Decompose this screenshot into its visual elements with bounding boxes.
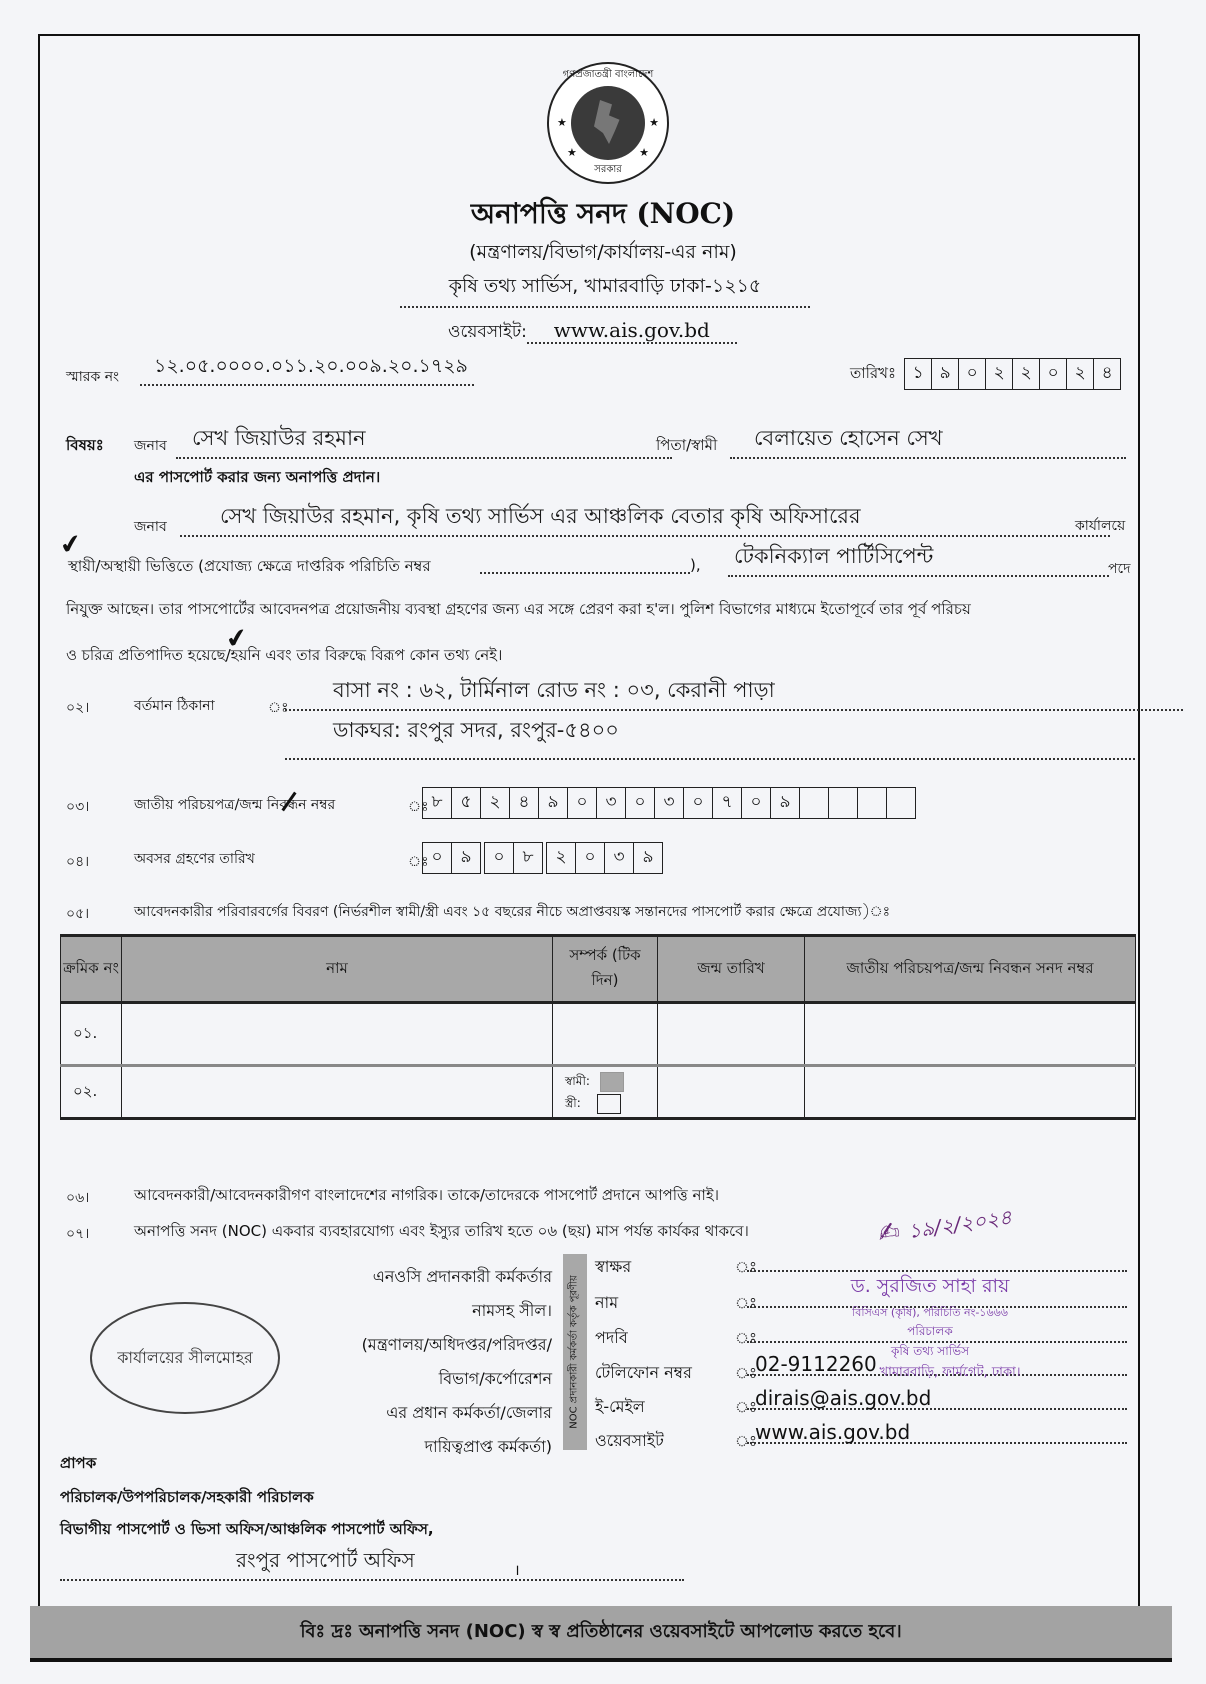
employee-description: সেখ জিয়াউর রহমান, কৃষি তথ্য সার্ভিস এর আঞ্চলিক বেতার কৃষি অফিসারের <box>180 500 1110 537</box>
retirement-digit-box[interactable]: ৯ <box>451 842 481 874</box>
row-dob[interactable] <box>658 1003 805 1066</box>
nid-digit-box[interactable]: ৯ <box>770 787 800 819</box>
checkmark-icon: ✔ <box>223 622 251 656</box>
address-label: বর্তমান ঠিকানা <box>134 698 215 714</box>
retirement-colon: ঃ <box>408 854 429 870</box>
government-emblem-icon <box>547 62 669 184</box>
row-serial: ০১. <box>61 1003 122 1066</box>
nid-digit-box[interactable]: ৭ <box>712 787 742 819</box>
signature-field[interactable] <box>747 1248 1127 1272</box>
document-subtitle: (মন্ত্রণালয়/বিভাগ/কার্যালয়-এর নাম) <box>469 241 737 263</box>
body-paragraph-line2: ও চরিত্র প্রতিপাদিত হয়েছে/হয়নি এবং তার বিরুদ্ধে বিরূপ কোন তথ্য নেই। <box>66 646 503 664</box>
nid-digit-box[interactable] <box>799 787 829 819</box>
seal-label: কার্যালয়ের সীলমোহর <box>117 1347 253 1367</box>
website-row <box>448 318 737 347</box>
header-relation: সম্পর্ক (টিক দিন) <box>553 936 658 1003</box>
nid-colon: ঃ <box>408 799 429 815</box>
emblem-top-text: গণপ্রজাতন্ত্রী বাংলাদেশ <box>562 69 654 80</box>
office-name: কৃষি তথ্য সার্ভিস, খামারবাড়ি ঢাকা-১২১৫ <box>400 272 810 308</box>
wife-checkbox[interactable] <box>597 1094 621 1114</box>
row-relation <box>553 1066 658 1119</box>
officer-line: বিভাগ/কর্পোরেশন <box>438 1369 552 1388</box>
designation: টেকনিক্যাল পার্টিসিপেন্ট <box>728 540 1109 577</box>
date-digit-box[interactable]: ২ <box>985 358 1013 390</box>
nid-digit-box[interactable]: ০ <box>567 787 597 819</box>
officer-line: (মন্ত্রণালয়/অধিদপ্তর/পরিদপ্তর/ <box>361 1335 552 1354</box>
field-label: নাম <box>595 1293 619 1312</box>
stamp-line: কৃষি তথ্য সার্ভিস <box>890 1344 970 1358</box>
officer-line: এনওসি প্রদানকারী কর্মকর্তার <box>372 1267 552 1286</box>
officer-line: নামসহ সীল। <box>472 1301 552 1320</box>
item-number: ০৬। <box>66 1190 90 1206</box>
checkmark-icon: ✔ <box>57 528 85 562</box>
date-digit-box[interactable]: ২ <box>1012 358 1040 390</box>
date-digit-box[interactable]: ১ <box>904 358 932 390</box>
applicant-name: সেখ জিয়াউর রহমান <box>176 422 672 459</box>
signature-date: ১৯/২/২০২৪ <box>906 1204 1014 1244</box>
star-icon: ★ <box>557 116 567 129</box>
field-label: পদবি <box>595 1328 628 1347</box>
header-serial: ক্রমিক নং <box>61 936 122 1003</box>
recipient-label: প্রাপক <box>60 1454 97 1472</box>
subject-line2: এর পাসপোর্ট করার জন্য অনাপত্তি প্রদান। <box>134 468 381 486</box>
retirement-boxes <box>423 842 663 874</box>
family-table <box>60 934 1136 1120</box>
basis-text: স্থায়ী/অস্থায়ী ভিত্তিতে (প্রযোজ্য ক্ষেত্রে দাপ্তরিক পরিচিতি নম্বর <box>68 557 431 575</box>
row-serial: ০২. <box>61 1066 122 1119</box>
recipient-end: । <box>514 1561 520 1579</box>
stamp-line: বিসিএস (কৃষি), পরিচিতি নং-১৬৬৬ <box>852 1306 1008 1319</box>
nid-digit-box[interactable]: ৯ <box>538 787 568 819</box>
date-digit-box[interactable]: ০ <box>1039 358 1067 390</box>
row-relation[interactable] <box>553 1003 658 1066</box>
field-colon: ঃ <box>735 1398 758 1416</box>
field-label: স্বাক্ষর <box>595 1257 632 1276</box>
star-icon: ★ <box>649 116 659 129</box>
item-number: ০২। <box>66 700 90 716</box>
body-paragraph-line1: নিযুক্ত আছেন। তার পাসপোর্টের আবেদনপত্র প্রয়োজনীয় ব্যবস্থা গ্রহণের জন্য এর সঙ্গে প্রেরণ করা হ'ল। পুলিশ বিভাগের মাধ্যমে ইতোপূর্বে তার পূর্ব পরিচয় <box>66 600 971 618</box>
nid-digit-box[interactable]: ২ <box>480 787 510 819</box>
declaration-06: আবেদনকারী/আবেদনকারীগণ বাংলাদেশের নাগরিক। তাকে/তাদেরকে পাসপোর্ট প্রদানে আপত্তি নাই। <box>134 1186 720 1204</box>
item-number: ০৭। <box>66 1226 90 1242</box>
address-colon: ঃ <box>268 700 289 716</box>
table-row <box>61 1003 1136 1066</box>
date-digit-box[interactable]: ০ <box>958 358 986 390</box>
item-number: ০৫। <box>66 906 90 922</box>
field-label: ওয়েবসাইট <box>595 1431 664 1450</box>
declaration-07: অনাপত্তি সনদ (NOC) একবার ব্যবহারযোগ্য এবং ইস্যুর তারিখ হতে ০৬ (ছয়) মাস পর্যন্ত কার্যকর থাকবে। <box>134 1222 749 1240</box>
bangladesh-map-icon <box>591 100 621 144</box>
document-title: অনাপত্তি সনদ (NOC) <box>470 197 736 230</box>
nid-digit-box[interactable] <box>886 787 916 819</box>
office-seal-placeholder <box>90 1302 280 1414</box>
header-dob: জন্ম তারিখ <box>658 936 805 1003</box>
date-field <box>850 358 1121 390</box>
item-number: ০৩। <box>66 799 90 815</box>
basis-close: ), <box>690 556 701 574</box>
address-line2: ডাকঘর: রংপুর সদর, রংপুর-৫৪০০ <box>333 718 619 742</box>
recipient-office: রংপুর পাসপোর্ট অফিস <box>60 1546 684 1581</box>
nid-digit-box[interactable]: ০ <box>683 787 713 819</box>
designation-suffix: পদে <box>1108 561 1131 577</box>
telephone-field[interactable]: 02-9112260 <box>747 1352 1127 1376</box>
nid-label: জাতীয় পরিচয়পত্র/জন্ম নিবন্ধন নম্বর <box>134 797 336 813</box>
nid-digit-box[interactable] <box>828 787 858 819</box>
retirement-digit-box[interactable]: ০ <box>422 842 452 874</box>
row-name[interactable] <box>122 1066 553 1119</box>
footer-note-bar <box>30 1606 1172 1662</box>
memo-number: ১২.০৫.০০০০.০১১.২০.০০৯.২০.১৭২৯ <box>140 352 474 386</box>
official-id-field[interactable] <box>480 556 690 574</box>
website-field[interactable]: www.ais.gov.bd <box>747 1420 1127 1444</box>
field-colon: ঃ <box>735 1364 758 1382</box>
website-label: ওয়েবসাইট: <box>448 322 527 342</box>
retirement-digit-box[interactable]: ০ <box>575 842 605 874</box>
body-mr-label: জনাব <box>134 519 167 535</box>
field-colon: ঃ <box>735 1294 758 1312</box>
header-name: নাম <box>122 936 553 1003</box>
retirement-digit-box[interactable]: ৩ <box>604 842 634 874</box>
husband-label: স্বামী: <box>565 1074 590 1088</box>
website-value: www.ais.gov.bd <box>527 318 737 344</box>
recipient-line2: বিভাগীয় পাসপোর্ট ও ভিসা অফিস/আঞ্চলিক পাসপোর্ট অফিস, <box>60 1520 434 1538</box>
nid-digit-box[interactable]: ৮ <box>422 787 452 819</box>
date-digit-box[interactable]: ৪ <box>1093 358 1121 390</box>
field-colon: ঃ <box>735 1258 758 1276</box>
row-dob[interactable] <box>658 1066 805 1119</box>
side-label-text: NOC প্রদানকারী কর্মকর্তা কর্তৃক পূরণীয় <box>568 1275 580 1429</box>
officer-line: এর প্রধান কর্মকর্তা/জেলার <box>386 1403 552 1422</box>
nid-digit-box[interactable]: ৩ <box>596 787 626 819</box>
header-nid: জাতীয় পরিচয়পত্র/জন্ম নিবন্ধন সনদ নম্বর <box>805 936 1136 1003</box>
wife-label: স্ত্রী: <box>565 1096 581 1110</box>
father-label: পিতা/স্বামী <box>656 436 718 454</box>
retirement-digit-box[interactable]: ২ <box>546 842 576 874</box>
nid-digit-box[interactable] <box>857 787 887 819</box>
address-line3 <box>285 740 1135 760</box>
email-field[interactable]: dirais@ais.gov.bd <box>747 1386 1127 1410</box>
date-label: তারিখঃ <box>850 363 896 382</box>
star-icon: ★ <box>567 146 577 159</box>
field-label: ই-মেইল <box>595 1397 645 1416</box>
nid-digit-box[interactable]: ৪ <box>509 787 539 819</box>
officer-line: দায়িত্বপ্রাপ্ত কর্মকর্তা) <box>424 1437 552 1456</box>
row-name[interactable] <box>122 1003 553 1066</box>
stamp-line: পরিচালক <box>907 1324 953 1338</box>
emblem-bottom-text: সরকার <box>594 164 622 175</box>
retirement-digit-box[interactable]: ৮ <box>513 842 543 874</box>
subject-label: বিষয়ঃ <box>66 436 104 454</box>
nid-digit-box[interactable]: ০ <box>741 787 771 819</box>
stamp-name: ড. সুরজিত সাহা রায় <box>850 1275 1010 1297</box>
husband-checkbox[interactable] <box>600 1072 624 1092</box>
noc-officer-side-label <box>563 1254 587 1450</box>
star-icon: ★ <box>639 146 649 159</box>
nid-digit-box[interactable]: ৩ <box>654 787 684 819</box>
recipient-line1: পরিচালক/উপপরিচালক/সহকারী পরিচালক <box>60 1488 314 1506</box>
nid-boxes <box>423 787 916 819</box>
memo-label: স্মারক নং <box>66 369 120 385</box>
date-digit-box[interactable]: ২ <box>1066 358 1094 390</box>
field-colon: ঃ <box>735 1432 758 1450</box>
table-row <box>61 1066 1136 1119</box>
retirement-label: অবসর গ্রহণের তারিখ <box>134 851 255 867</box>
row-nid[interactable] <box>805 1003 1136 1066</box>
subject-mr-label: জনাব <box>134 438 167 454</box>
item-number: ০৪। <box>66 854 90 870</box>
retirement-digit-box[interactable]: ০ <box>484 842 514 874</box>
office-suffix: কার্যালয়ে <box>1075 518 1126 534</box>
nid-digit-box[interactable]: ০ <box>625 787 655 819</box>
family-label: আবেদনকারীর পরিবারবর্গের বিবরণ (নির্ভরশীল স্বামী/স্ত্রী এবং ১৫ বছরের নীচে অপ্রাপ্তবয়স্ক সন্তানদের পাসপোর্ট করার ক্ষেত্রে প্রযোজ্য)ঃ <box>134 904 891 920</box>
date-boxes <box>905 358 1121 390</box>
field-colon: ঃ <box>735 1329 758 1347</box>
date-digit-box[interactable]: ৯ <box>931 358 959 390</box>
row-nid[interactable] <box>805 1066 1136 1119</box>
field-label: টেলিফোন নম্বর <box>595 1363 692 1382</box>
footer-note: বিঃ দ্রঃ অনাপত্তি সনদ (NOC) স্ব স্ব প্রতিষ্ঠানের ওয়েবসাইটে আপলোড করতে হবে। <box>300 1620 902 1642</box>
table-header-row <box>61 936 1136 1003</box>
handwritten-signature: ✍ ১৯/২/২০২৪ <box>876 1204 1014 1250</box>
retirement-digit-box[interactable]: ৯ <box>633 842 663 874</box>
nid-digit-box[interactable]: ৫ <box>451 787 481 819</box>
officer-stamp <box>800 1272 1060 1384</box>
father-name: বেলায়েত হোসেন সেখ <box>730 422 1126 459</box>
address-line1: বাসা নং : ৬২, টার্মিনাল রোড নং : ০৩, কেরানী পাড়া <box>285 674 1183 711</box>
stamp-line: খামারবাড়ি, ফার্মগেট, ঢাকা। <box>879 1365 1021 1380</box>
